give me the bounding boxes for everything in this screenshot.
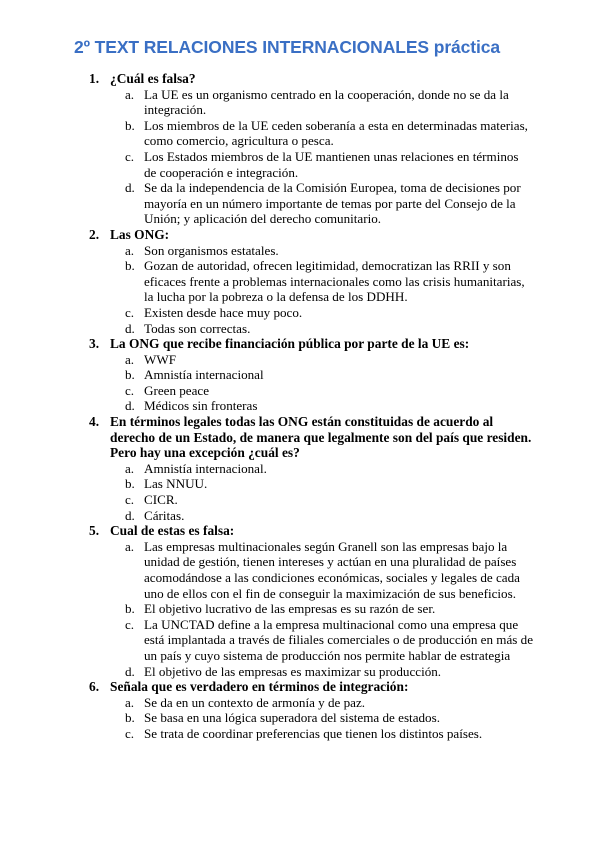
question-number: 3. [89, 336, 100, 352]
option-letter: b. [125, 117, 135, 133]
option-text: Amnistía internacional [144, 367, 264, 383]
answer-option [0, 352, 600, 368]
option-letter: b. [125, 367, 135, 383]
option-text: El objetivo de las empresas es maximizar su producción. [144, 663, 442, 679]
answer-option [0, 476, 600, 492]
answer-option [0, 461, 600, 477]
answer-option [0, 305, 600, 321]
option-letter: d. [125, 507, 135, 523]
answer-option [0, 664, 600, 680]
answer-option [0, 539, 600, 601]
option-text: Las NNUU. [144, 476, 208, 492]
option-text: Existen desde hace muy poco. [144, 304, 303, 320]
question-heading [0, 414, 600, 461]
question-number: 5. [89, 523, 100, 539]
option-letter: a. [125, 538, 135, 554]
option-text: Se basa en una lógica superadora del sistema de estados. [144, 710, 440, 726]
option-letter: a. [125, 351, 135, 367]
option-letter: c. [125, 725, 135, 741]
answer-option [0, 149, 600, 180]
question-number: 6. [89, 679, 100, 695]
question-text: Señala que es verdadero en términos de integración: [110, 679, 409, 695]
option-letter: d. [125, 180, 135, 196]
option-letter: b. [125, 476, 135, 492]
question-text: En términos legales todas las ONG están constituidas de acuerdo al derecho de un Estado, de manera que legalmente son del país que residen. Pero hay una excepción ¿cuál es? [110, 414, 532, 461]
question-number: 4. [89, 414, 100, 430]
option-letter: c. [125, 148, 135, 164]
question-heading [0, 336, 600, 352]
answer-option [0, 617, 600, 664]
option-letter: a. [125, 86, 135, 102]
question-text: Las ONG: [110, 226, 170, 242]
answer-option [0, 398, 600, 414]
question-heading [0, 71, 600, 87]
option-text: CICR. [144, 492, 178, 508]
option-text: La UE es un organismo centrado en la cooperación, donde no se da la integración. [144, 86, 509, 118]
option-letter: c. [125, 492, 135, 508]
option-letter: a. [125, 460, 135, 476]
option-text: Médicos sin fronteras [144, 398, 258, 414]
option-text: Todas son correctas. [144, 320, 251, 336]
answer-option [0, 258, 600, 305]
answer-option [0, 243, 600, 259]
option-text: Los miembros de la UE ceden soberanía a esta en determinadas materias, como comercio, agricultura o pesca. [144, 117, 528, 149]
question-heading [0, 227, 600, 243]
option-text: Los Estados miembros de la UE mantienen unas relaciones en términos de cooperación e integración. [144, 148, 519, 180]
option-text: Se da la independencia de la Comisión Europea, toma de decisiones por mayoría en un número importante de temas por parte del Consejo de la Unión; y aplicación del derecho comunitario. [144, 180, 521, 227]
option-letter: d. [125, 320, 135, 336]
option-letter: c. [125, 304, 135, 320]
answer-option [0, 492, 600, 508]
question-text: Cual de estas es falsa: [110, 523, 235, 539]
answer-option [0, 87, 600, 118]
option-letter: b. [125, 601, 135, 617]
option-text: Se da en un contexto de armonía y de paz. [144, 694, 366, 710]
option-text: Se trata de coordinar preferencias que tienen los distintos países. [144, 725, 483, 741]
option-text: La UNCTAD define a la empresa multinacional como una empresa que está implantada a través de filiales comerciales o de producción en más de un país y cuyo sistema de producción nos permite hablar de estrategia [144, 616, 534, 663]
option-text: WWF [144, 351, 176, 367]
question-item [0, 71, 600, 227]
option-text: Las empresas multinacionales según Granell son las empresas bajo la unidad de gestión, tienen intereses y actúan en una pluralidad de países acomodándose a las condiciones económicas, sociales y legales de cada uno de ellos con el fin de conseguir la maximización de sus beneficios. [144, 538, 520, 601]
question-text: La ONG que recibe financiación pública por parte de la UE es: [110, 336, 470, 352]
question-text: ¿Cuál es falsa? [110, 71, 196, 86]
option-letter: a. [125, 694, 135, 710]
document-title: 2º TEXT RELACIONES INTERNACIONALES práctica [74, 37, 501, 57]
question-heading [0, 679, 600, 695]
question-item [0, 336, 600, 414]
answer-option [0, 118, 600, 149]
option-text: Cáritas. [144, 507, 185, 523]
answer-option [0, 383, 600, 399]
answer-option [0, 367, 600, 383]
answer-option [0, 726, 600, 742]
answer-option [0, 321, 600, 337]
option-letter: a. [125, 242, 135, 258]
option-text: El objetivo lucrativo de las empresas es su razón de ser. [144, 601, 436, 617]
option-letter: d. [125, 398, 135, 414]
answer-option [0, 695, 600, 711]
option-text: Green peace [144, 382, 210, 398]
question-item [0, 679, 600, 741]
question-list [0, 71, 600, 742]
question-heading [0, 523, 600, 539]
question-number: 1. [89, 71, 100, 86]
answer-option [0, 180, 600, 227]
question-item [0, 227, 600, 336]
option-letter: d. [125, 663, 135, 679]
answer-option [0, 508, 600, 524]
option-letter: c. [125, 616, 135, 632]
option-text: Gozan de autoridad, ofrecen legitimidad, democratizan las RRII y son eficaces frente a problemas internacionales como las crisis humanitarias, la lucha por la pobreza o la defensa de los DDHH. [144, 258, 525, 305]
answer-option [0, 601, 600, 617]
option-text: Son organismos estatales. [144, 242, 279, 258]
question-number: 2. [89, 226, 100, 242]
option-letter: b. [125, 710, 135, 726]
option-letter: b. [125, 258, 135, 274]
option-letter: c. [125, 382, 135, 398]
answer-option [0, 710, 600, 726]
question-item [0, 414, 600, 523]
option-text: Amnistía internacional. [144, 460, 267, 476]
question-item [0, 523, 600, 679]
